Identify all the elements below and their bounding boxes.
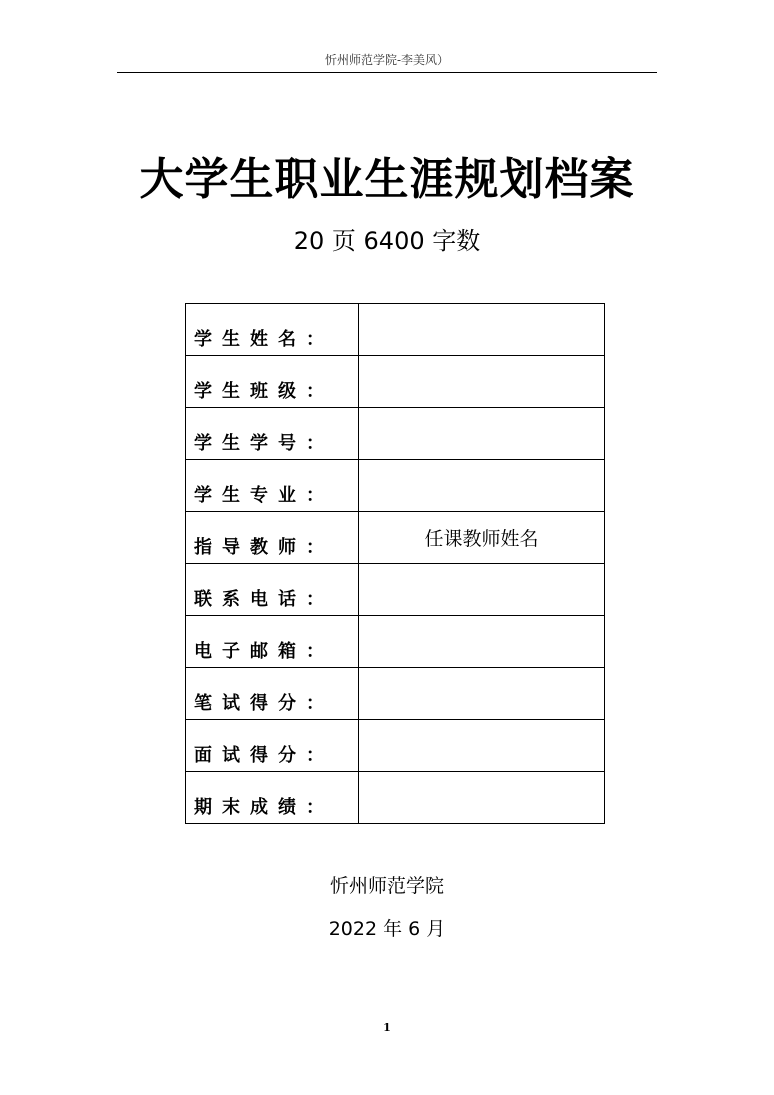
- final-grade-value: [359, 772, 605, 824]
- advisor-value: 任课教师姓名: [359, 512, 605, 564]
- document-date: 2022 年 6 月: [328, 918, 446, 940]
- table-row: [186, 616, 605, 668]
- table-row: [186, 356, 605, 408]
- phone-label: 联系电话：: [186, 564, 359, 616]
- interview-score-label: 面试得分：: [186, 720, 359, 772]
- email-value: [359, 616, 605, 668]
- student-info-table: [185, 303, 605, 824]
- final-grade-label: 期末成绩：: [186, 772, 359, 824]
- table-row: [186, 564, 605, 616]
- phone-value: [359, 564, 605, 616]
- table-row: [186, 408, 605, 460]
- document-title: 大学生职业生涯规划档案: [139, 154, 635, 205]
- table-row: [186, 304, 605, 356]
- page-header: 忻州师范学院-李美风）: [117, 52, 657, 73]
- student-major-label: 学生专业：: [186, 460, 359, 512]
- email-label: 电子邮箱：: [186, 616, 359, 668]
- page-number: 1: [383, 1021, 391, 1034]
- table-row: [186, 460, 605, 512]
- student-class-label: 学生班级：: [186, 356, 359, 408]
- student-major-value: [359, 460, 605, 512]
- student-name-value: [359, 304, 605, 356]
- student-class-value: [359, 356, 605, 408]
- advisor-label: 指导教师：: [186, 512, 359, 564]
- table-row: [186, 720, 605, 772]
- student-name-label: 学生姓名：: [186, 304, 359, 356]
- student-id-label: 学生学号：: [186, 408, 359, 460]
- table-row: [186, 668, 605, 720]
- table-row: [186, 772, 605, 824]
- student-id-value: [359, 408, 605, 460]
- table-row: [186, 512, 605, 564]
- written-score-label: 笔试得分：: [186, 668, 359, 720]
- written-score-value: [359, 668, 605, 720]
- school-name: 忻州师范学院: [329, 875, 444, 897]
- interview-score-value: [359, 720, 605, 772]
- document-subtitle: 20 页 6400 字数: [293, 227, 481, 255]
